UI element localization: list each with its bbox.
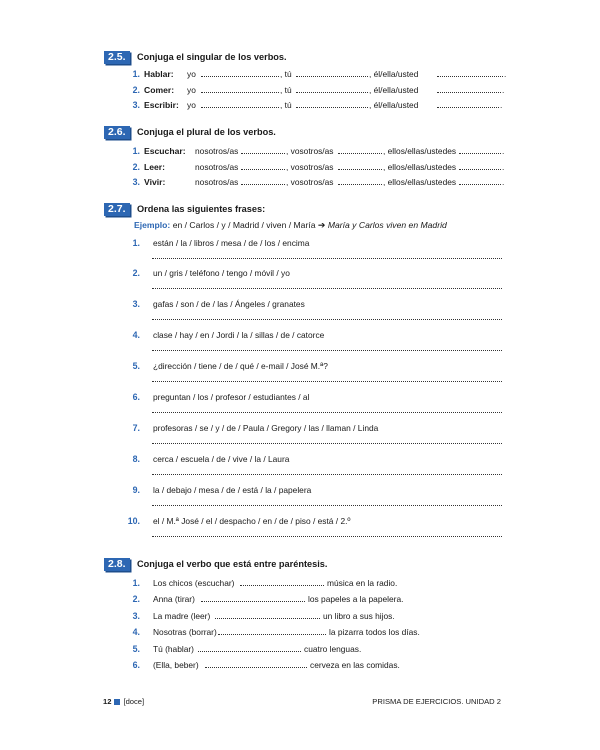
pronoun-text: , tú bbox=[280, 69, 292, 79]
pronoun-text: nosotros/as bbox=[195, 146, 239, 156]
scrambled-words: están / la / libros / mesa / de / los / encima bbox=[153, 238, 310, 248]
pronoun-text: yo bbox=[187, 100, 196, 110]
answer-blank[interactable] bbox=[459, 145, 501, 154]
answer-line[interactable] bbox=[152, 287, 502, 289]
answer-blank[interactable] bbox=[215, 610, 320, 619]
item-number: 8. bbox=[132, 454, 140, 464]
prompt-text: Nosotras (borrar) bbox=[153, 627, 217, 637]
answer-blank[interactable] bbox=[241, 176, 285, 185]
item-number: 2. bbox=[132, 85, 140, 95]
pronoun-text: , ellos/ellas/ustedes bbox=[383, 177, 457, 187]
prompt-text: Anna (tirar) bbox=[153, 594, 195, 604]
answer-blank[interactable] bbox=[198, 643, 301, 652]
section-title: Conjuga el plural de los verbos. bbox=[137, 127, 276, 137]
item-number: 5. bbox=[132, 361, 140, 371]
section-badge: 2.5. bbox=[104, 51, 130, 64]
answer-line[interactable] bbox=[152, 504, 502, 506]
sentence-ending: la pizarra todos los días. bbox=[329, 627, 420, 637]
pronoun-text: , ellos/ellas/ustedes bbox=[383, 146, 457, 156]
row-end: . bbox=[500, 100, 503, 110]
item-number: 6. bbox=[132, 660, 140, 670]
item-number: 2. bbox=[132, 594, 140, 604]
item-number: 7. bbox=[132, 423, 140, 433]
section-title: Conjuga el verbo que está entre paréntesis. bbox=[137, 559, 328, 569]
item-number: 9. bbox=[132, 485, 140, 495]
item-number: 6. bbox=[132, 392, 140, 402]
scrambled-words: la / debajo / mesa / de / está / la / papelera bbox=[153, 485, 312, 495]
pronoun-text: nosotros/as bbox=[195, 162, 239, 172]
answer-blank[interactable] bbox=[201, 99, 279, 108]
page-word: [doce] bbox=[123, 697, 145, 706]
answer-blank[interactable] bbox=[218, 626, 326, 635]
answer-line[interactable] bbox=[152, 349, 502, 351]
example-words: en / Carlos / y / Madrid / viven / María bbox=[172, 220, 316, 230]
scrambled-words: profesoras / se / y / de / Paula / Gregory / las / llaman / Linda bbox=[153, 423, 379, 433]
pronoun-text: , vosotros/as bbox=[286, 146, 334, 156]
answer-blank[interactable] bbox=[338, 145, 382, 154]
row-end: . bbox=[502, 146, 505, 156]
item-number: 3. bbox=[132, 299, 140, 309]
arrow-right-icon: ➔ bbox=[317, 220, 326, 230]
answer-blank[interactable] bbox=[437, 99, 499, 108]
answer-blank[interactable] bbox=[338, 176, 382, 185]
item-number: 1. bbox=[132, 578, 140, 588]
item-number: 1. bbox=[132, 69, 140, 79]
answer-blank[interactable] bbox=[296, 68, 368, 77]
pronoun-text: , él/ella/usted bbox=[369, 69, 419, 79]
answer-blank[interactable] bbox=[241, 145, 285, 154]
row-end: . bbox=[502, 162, 505, 172]
pronoun-text: , vosotros/as bbox=[286, 162, 334, 172]
answer-line[interactable] bbox=[152, 318, 502, 320]
footer-right: PRISMA DE EJERCICIOS. UNIDAD 2 bbox=[372, 697, 501, 706]
answer-blank[interactable] bbox=[437, 68, 503, 77]
scrambled-words: ¿dirección / tiene / de / qué / e-mail / José M.ª? bbox=[153, 361, 328, 371]
item-number: 2. bbox=[132, 268, 140, 278]
section-badge: 2.8. bbox=[104, 558, 130, 571]
answer-line[interactable] bbox=[152, 257, 502, 259]
scrambled-words: preguntan / los / profesor / estudiantes / al bbox=[153, 392, 310, 402]
section-badge: 2.7. bbox=[104, 203, 130, 216]
item-number: 10. bbox=[127, 516, 140, 526]
prompt-text: (Ella, beber) bbox=[153, 660, 199, 670]
scrambled-words: clase / hay / en / Jordi / la / sillas / de / catorce bbox=[153, 330, 325, 340]
item-number: 5. bbox=[132, 644, 140, 654]
example-answer: María y Carlos viven en Madrid bbox=[327, 220, 447, 230]
pronoun-text: , ellos/ellas/ustedes bbox=[383, 162, 457, 172]
item-number: 4. bbox=[132, 627, 140, 637]
answer-line[interactable] bbox=[152, 411, 502, 413]
answer-blank[interactable] bbox=[241, 161, 285, 170]
item-number: 3. bbox=[132, 177, 140, 187]
scrambled-words: gafas / son / de / las / Ángeles / granates bbox=[153, 299, 305, 309]
pronoun-text: nosotros/as bbox=[195, 177, 239, 187]
answer-blank[interactable] bbox=[201, 84, 279, 93]
answer-blank[interactable] bbox=[338, 161, 382, 170]
square-icon bbox=[114, 699, 120, 705]
item-number: 4. bbox=[132, 330, 140, 340]
verb-label: Escuchar: bbox=[144, 146, 186, 156]
item-number: 1. bbox=[132, 146, 140, 156]
pronoun-text: , él/ella/usted bbox=[369, 100, 419, 110]
row-end: . bbox=[502, 85, 505, 95]
row-end: . bbox=[504, 69, 507, 79]
verb-label: Vivir: bbox=[144, 177, 166, 187]
sentence-ending: un libro a sus hijos. bbox=[323, 611, 395, 621]
answer-blank[interactable] bbox=[459, 161, 501, 170]
pronoun-text: yo bbox=[187, 85, 196, 95]
verb-label: Comer: bbox=[144, 85, 175, 95]
verb-label: Escribir: bbox=[144, 100, 179, 110]
row-end: . bbox=[502, 177, 505, 187]
section-badge: 2.6. bbox=[104, 126, 130, 139]
page-number: 12 bbox=[103, 697, 112, 706]
answer-blank[interactable] bbox=[437, 84, 501, 93]
answer-blank[interactable] bbox=[240, 577, 324, 586]
verb-label: Leer: bbox=[144, 162, 166, 172]
answer-blank[interactable] bbox=[459, 176, 501, 185]
answer-line[interactable] bbox=[152, 473, 502, 475]
verb-label: Hablar: bbox=[144, 69, 174, 79]
answer-blank[interactable] bbox=[201, 68, 279, 77]
item-number: 3. bbox=[132, 611, 140, 621]
scrambled-words: cerca / escuela / de / vive / la / Laura bbox=[153, 454, 290, 464]
answer-line[interactable] bbox=[152, 442, 502, 444]
answer-blank[interactable] bbox=[205, 659, 307, 668]
answer-blank[interactable] bbox=[296, 99, 368, 108]
sentence-ending: música en la radio. bbox=[327, 578, 398, 588]
pronoun-text: , vosotros/as bbox=[286, 177, 334, 187]
answer-line[interactable] bbox=[152, 535, 502, 537]
answer-line[interactable] bbox=[152, 380, 502, 382]
answer-blank[interactable] bbox=[201, 593, 305, 602]
footer-left bbox=[103, 697, 144, 706]
section-title: Conjuga el singular de los verbos. bbox=[137, 52, 287, 62]
answer-blank[interactable] bbox=[296, 84, 368, 93]
prompt-text: Los chicos (escuchar) bbox=[153, 578, 235, 588]
item-number: 3. bbox=[132, 100, 140, 110]
example-line bbox=[134, 220, 447, 231]
pronoun-text: , él/ella/usted bbox=[369, 85, 419, 95]
sentence-ending: cuatro lenguas. bbox=[304, 644, 362, 654]
sentence-ending: cerveza en las comidas. bbox=[310, 660, 400, 670]
prompt-text: La madre (leer) bbox=[153, 611, 211, 621]
scrambled-words: un / gris / teléfono / tengo / móvil / yo bbox=[153, 268, 290, 278]
pronoun-text: , tú bbox=[280, 100, 292, 110]
item-number: 1. bbox=[132, 238, 140, 248]
example-label: Ejemplo: bbox=[134, 220, 171, 230]
section-title: Ordena las siguientes frases: bbox=[137, 204, 266, 214]
prompt-text: Tú (hablar) bbox=[153, 644, 194, 654]
sentence-ending: los papeles a la papelera. bbox=[308, 594, 404, 604]
item-number: 2. bbox=[132, 162, 140, 172]
pronoun-text: , tú bbox=[280, 85, 292, 95]
scrambled-words: el / M.ª José / el / despacho / en / de / piso / está / 2.º bbox=[153, 516, 351, 526]
pronoun-text: yo bbox=[187, 69, 196, 79]
